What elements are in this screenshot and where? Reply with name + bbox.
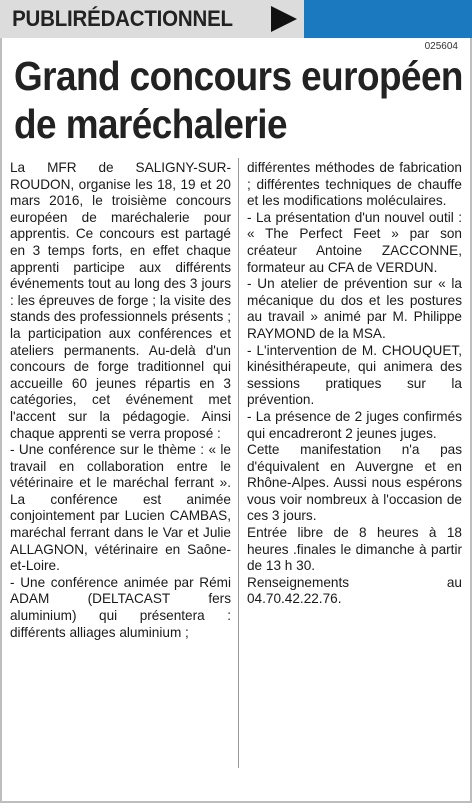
frame-left (0, 38, 2, 803)
paragraph: Entrée libre de 8 heures à 18 heures .finales le dimanche à partir de 13 h 30. (247, 525, 462, 574)
reference-code: 025604 (424, 41, 458, 52)
paragraph: Renseignements au 04.70.42.22.76. (247, 574, 462, 607)
paragraph: La MFR de SALIGNY-SUR-ROUDON, organise les 18, 19 et 20 mars 2016, le troisième concours européen de maréchalerie pour apprentis. Ce concours est partagé en 3 temps forts, en effet chaque apprenti participe aux différents événements tout au long des 3 jours : les épreuves de forge ; la visite des stands des professionnels présents ; la participation aux conférences et ateliers permanents. Au-delà d'un concours de forge traditionnel qui accueille 60 jeunes répartis en 3 catégories, cet événement met l'accent sur la pédagogie. Ainsi chaque apprenti se verra proposé : (10, 160, 231, 441)
arrow-box (264, 0, 304, 38)
paragraph: - Une conférence animée par Rémi ADAM (DELTACAST fers aluminium) qui présentera : différents alliages aluminium ; (10, 574, 231, 640)
paragraph: - La présentation d'un nouvel outil : « The Perfect Feet » par son créateur Antoine ZACCONNE, formateur au CFA de VERDUN. (247, 209, 462, 275)
paragraph: différentes méthodes de fabrication ; différentes techniques de chauffe et les modifications moléculaires. (247, 160, 462, 209)
article-column-left (10, 160, 231, 641)
play-arrow-icon (268, 4, 300, 34)
paragraph: - L'intervention de M. CHOUQUET, kinésithérapeute, qui animera des sessions pratiques sur la prévention. (247, 342, 462, 408)
title-line-2: de maréchalerie (14, 101, 287, 147)
paragraph: - Un atelier de prévention sur « la mécanique du dos et les postures au travail » animé par M. Philippe RAYMOND de la MSA. (247, 276, 462, 341)
rubrique-label: PUBLIRÉDACTIONNEL (12, 6, 233, 31)
column-divider (238, 158, 239, 768)
rubrique-banner (0, 0, 264, 38)
title-line-1: Grand concours européen (14, 53, 463, 99)
accent-band (304, 0, 472, 38)
paragraph: - Une conférence sur le thème : « le travail en collaboration entre le vétérinaire et le maréchal ferrant ». La conférence est animée conjointement par Lucien CAMBAS, maréchal ferrant dans le Var et Julie ALLAGNON, vétérinaire en Saône-et-Loire. (10, 442, 231, 574)
paragraph: - La présence de 2 juges confirmés qui encadreront 2 jeunes juges. (247, 408, 462, 441)
paragraph: Cette manifestation n'a pas d'équivalent en Auvergne et en Rhône-Alpes. Aussi nous espérons vous voir nombreux à l'occasion de ces 3 jours. (247, 442, 462, 524)
article-title (14, 52, 464, 148)
header-bar (0, 0, 472, 38)
article-column-right (247, 160, 462, 608)
